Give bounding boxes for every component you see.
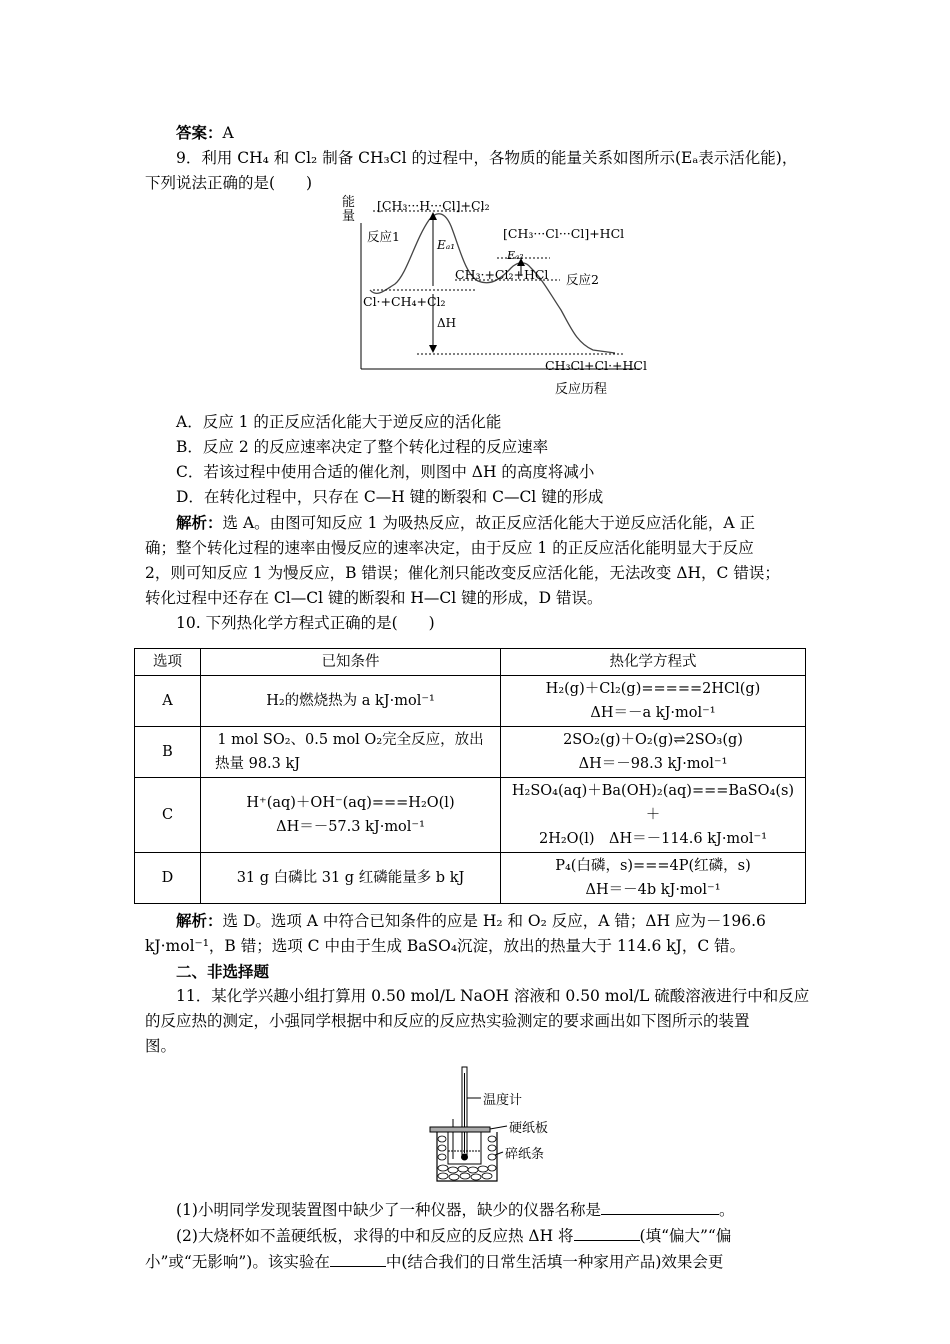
- products-label: CH₃Cl+Cl·+HCl: [545, 358, 647, 373]
- answer-blank[interactable]: [574, 1223, 640, 1241]
- q11-sub2: (2)大烧杯如不盖硬纸板，求得的中和反应的反应热 ΔH 将 (填“偏大”“偏: [145, 1223, 815, 1249]
- equation-cell: P₄(白磷，s)===4P(红磷，s) ΔH＝－4b kJ·mol⁻¹: [501, 853, 806, 904]
- q10-analysis: 解析：选 D。选项 A 中符合已知条件的应是 H₂ 和 O₂ 反应，A 错；ΔH 应为－196.6: [176, 911, 766, 930]
- option-cell: A: [135, 676, 201, 727]
- q11-stem-line: 的反应热的测定，小强同学根据中和反应的反应热实验测定的要求画出如下图所示的装置: [145, 1012, 750, 1030]
- option-cell: C: [135, 778, 201, 853]
- q10-table: [134, 648, 806, 904]
- ea1-label: Eₐ₁: [437, 238, 456, 252]
- table-header: 已知条件: [201, 649, 501, 676]
- q9-analysis: 解析：选 A。由图可知反应 1 为吸热反应，故正反应活化能大于逆反应活化能，A 正: [176, 513, 755, 532]
- reaction2-label: 反应2: [566, 272, 599, 287]
- ts1-label: [CH₃···H···Cl]+Cl₂: [377, 198, 490, 213]
- reactants-label: Cl·+CH₄+Cl₂: [363, 294, 446, 309]
- q9-analysis-line: 转化过程中还存在 Cl—Cl 键的断裂和 H—Cl 键的形成，D 错误。: [145, 589, 603, 607]
- q11-sub2-cont: 小”或“无影响”)。该实验在 中(结合我们的日常生活填一种家用产品)效果会更: [145, 1249, 815, 1275]
- table-row: [135, 778, 806, 853]
- equation-cell: H₂SO₄(aq)＋Ba(OH)₂(aq)===BaSO₄(s)＋ 2H₂O(l) ΔH＝－114.6 kJ·mol⁻¹: [501, 778, 806, 853]
- document-page: [145, 120, 815, 1275]
- energy-diagram-svg: [145, 195, 815, 378]
- condition-cell: 31 g 白磷比 31 g 红磷能量多 b kJ: [201, 853, 501, 904]
- thermometer-label: 温度计: [483, 1093, 523, 1108]
- q9-analysis-line: 2，则可知反应 1 为慢反应，B 错误；催化剂只能改变反应活化能，无法改变 ΔH，C 错误；: [145, 564, 780, 582]
- q9-option-c: C．若该过程中使用合适的催化剂，则图中 ΔH 的高度将减小: [176, 463, 595, 481]
- ea2-label: Eₐ₂: [507, 249, 524, 262]
- condition-cell: 1 mol SO₂、0.5 mol O₂完全反应，放出 热量 98.3 kJ: [201, 727, 501, 778]
- option-cell: D: [135, 853, 201, 904]
- q9-option-d: D．在转化过程中，只存在 C—H 键的断裂和 C—Cl 键的形成: [176, 488, 604, 506]
- dh-label: ΔH: [437, 316, 457, 330]
- equation-cell: H₂(g)＋Cl₂(g)=====2HCl(g) ΔH＝－a kJ·mol⁻¹: [501, 676, 806, 727]
- answer-blank[interactable]: [601, 1197, 719, 1215]
- table-row: [135, 853, 806, 904]
- q11-stem-line: 图。: [145, 1037, 177, 1055]
- equation-cell: 2SO₂(g)＋O₂(g)⇌2SO₃(g) ΔH＝－98.3 kJ·mol⁻¹: [501, 727, 806, 778]
- q9-stem: 9．利用 CH₄ 和 Cl₂ 制备 CH₃Cl 的过程中，各物质的能量关系如图所示(Eₐ表示活化能)，: [176, 149, 798, 167]
- option-cell: B: [135, 727, 201, 778]
- q9-stem-cont: 下列说法正确的是( ): [145, 174, 313, 192]
- shreds-label: 碎纸条: [505, 1147, 545, 1162]
- table-row: [135, 676, 806, 727]
- q11-apparatus-figure: [145, 1063, 815, 1185]
- table-header: 热化学方程式: [501, 649, 806, 676]
- table-header: 选项: [135, 649, 201, 676]
- q11-stem: 11．某化学兴趣小组打算用 0.50 mol/L NaOH 溶液和 0.50 mol/L 硫酸溶液进行中和反应: [176, 987, 810, 1005]
- x-axis-label: 反应历程: [555, 382, 608, 397]
- q9-option-b: B．反应 2 的反应速率决定了整个转化过程的反应速率: [176, 438, 549, 456]
- answer-blank[interactable]: [330, 1249, 386, 1267]
- thermometer-bulb: [461, 1154, 468, 1161]
- cardboard-label: 硬纸板: [509, 1121, 549, 1136]
- q9-analysis-line: 确；整个转化过程的速率由慢反应的速率决定，由于反应 1 的正反应活化能明显大于反应: [145, 539, 754, 557]
- previous-answer: 答案：A: [176, 123, 234, 142]
- cardboard: [430, 1127, 490, 1132]
- section-heading: 二、非选择题: [176, 962, 270, 981]
- q9-energy-diagram: [145, 195, 815, 397]
- table-header-row: [135, 649, 806, 676]
- apparatus-svg: [145, 1063, 815, 1185]
- condition-cell: H₂的燃烧热为 a kJ·mol⁻¹: [201, 676, 501, 727]
- table-row: [135, 727, 806, 778]
- q10-stem: 10. 下列热化学方程式正确的是( ): [176, 614, 435, 632]
- condition-cell: H⁺(aq)＋OH⁻(aq)===H₂O(l) ΔH＝－57.3 kJ·mol⁻¹: [201, 778, 501, 853]
- ts2-label: [CH₃···Cl···Cl]+HCl: [503, 226, 625, 241]
- q11-sub1: (1)小明同学发现装置图中缺少了一种仪器，缺少的仪器名称是 。: [145, 1197, 815, 1223]
- y-axis-label: 能量: [342, 195, 356, 224]
- intermediate-label: CH₃·+Cl₂+HCl: [455, 267, 549, 282]
- reaction1-label: 反应1: [367, 229, 400, 244]
- q10-analysis-line: kJ·mol⁻¹，B 错；选项 C 中由于生成 BaSO₄沉淀，放出的热量大于 114.6 kJ，C 错。: [145, 937, 746, 955]
- q9-option-a: A．反应 1 的正反应活化能大于逆反应的活化能: [176, 413, 502, 431]
